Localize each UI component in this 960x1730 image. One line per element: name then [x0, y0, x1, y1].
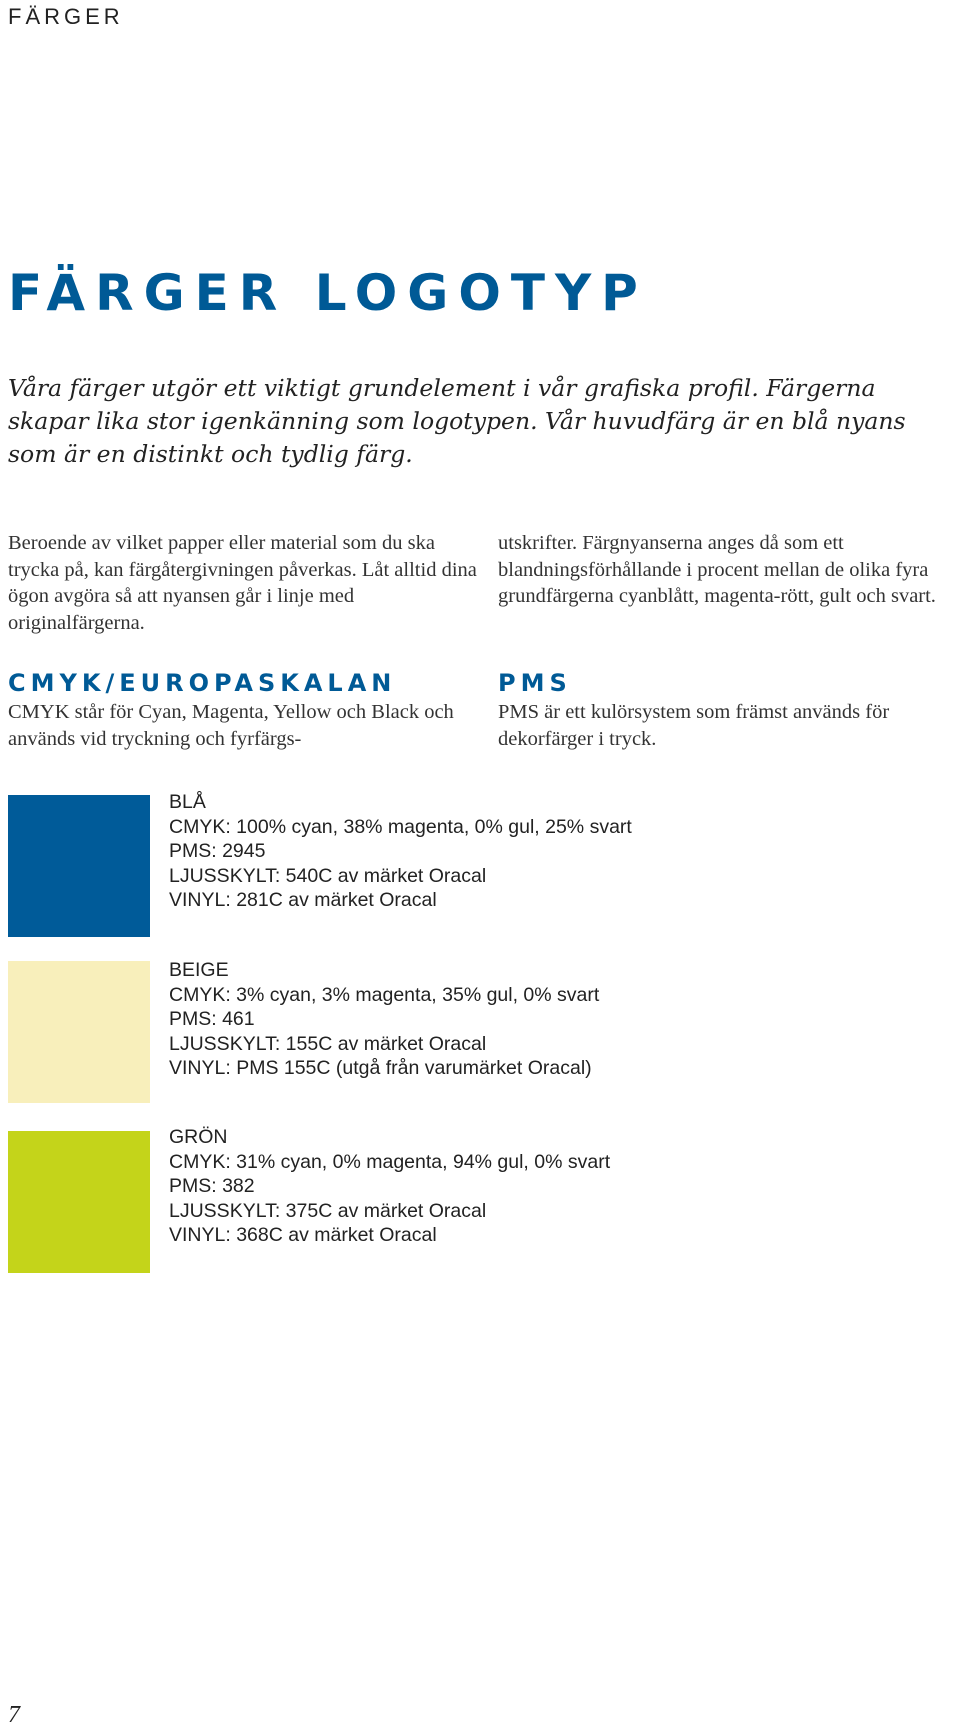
pms-paragraph: PMS är ett kulörsystem som främst används för dekorfärger i tryck. — [498, 701, 890, 750]
color-cmyk: CMYK: 100% cyan, 38% magenta, 0% gul, 25% svart — [169, 815, 632, 838]
cmyk-heading: CMYK/EUROPASKALAN — [8, 669, 397, 697]
color-spec-bla — [169, 790, 632, 913]
color-name: BEIGE — [169, 959, 229, 981]
intro-paragraph-left: Beroende av vilket papper eller material som du ska trycka på, kan färgåtergivningen påverkas. Låt alltid dina ögon avgöra så att nyansen går i linje med originalfärgerna. — [8, 532, 477, 634]
color-vinyl: VINYL: PMS 155C (utgå från varumärket Oracal) — [169, 1057, 592, 1079]
intro-paragraph-right: utskrifter. Färgnyanserna anges då som ett blandningsförhållande i procent mellan de olika fyra grundfärgerna cyanblått, magenta-rött, gult och svart. — [498, 532, 936, 607]
color-swatch-beige — [8, 961, 150, 1103]
color-ljusskylt: LJUSSKYLT: 375C av märket Oracal — [169, 1199, 487, 1222]
color-vinyl: VINYL: 281C av märket Oracal — [169, 889, 437, 911]
color-name: BLÅ — [169, 791, 206, 813]
color-pms: PMS: 382 — [169, 1175, 255, 1197]
color-ljusskylt: LJUSSKYLT: 540C av märket Oracal — [169, 864, 487, 887]
color-pms: PMS: 2945 — [169, 840, 266, 862]
color-swatch-bla — [8, 795, 150, 937]
color-spec-gron — [169, 1125, 610, 1248]
pms-heading: PMS — [498, 669, 572, 697]
lead-paragraph: Våra färger utgör ett viktigt grundelement i vår grafiska profil. Färgerna skapar lika stor igenkänning som logotypen. Vår huvudfärg är en blå nyans som är en distinkt och tydlig färg. — [8, 374, 906, 468]
color-cmyk: CMYK: 31% cyan, 0% magenta, 94% gul, 0% svart — [169, 1150, 611, 1173]
color-ljusskylt: LJUSSKYLT: 155C av märket Oracal — [169, 1032, 487, 1055]
color-vinyl: VINYL: 368C av märket Oracal — [169, 1224, 437, 1246]
color-spec-beige — [169, 958, 599, 1081]
page-number: 7 — [8, 1702, 20, 1728]
color-pms: PMS: 461 — [169, 1008, 255, 1030]
color-name: GRÖN — [169, 1126, 228, 1148]
color-cmyk: CMYK: 3% cyan, 3% magenta, 35% gul, 0% svart — [169, 983, 600, 1006]
page-title: FÄRGER LOGOTYP — [8, 264, 648, 322]
color-swatch-gron — [8, 1131, 150, 1273]
running-head: FÄRGER — [8, 4, 124, 29]
cmyk-paragraph: CMYK står för Cyan, Magenta, Yellow och Black och används vid tryckning och fyrfärgs- — [8, 701, 454, 750]
